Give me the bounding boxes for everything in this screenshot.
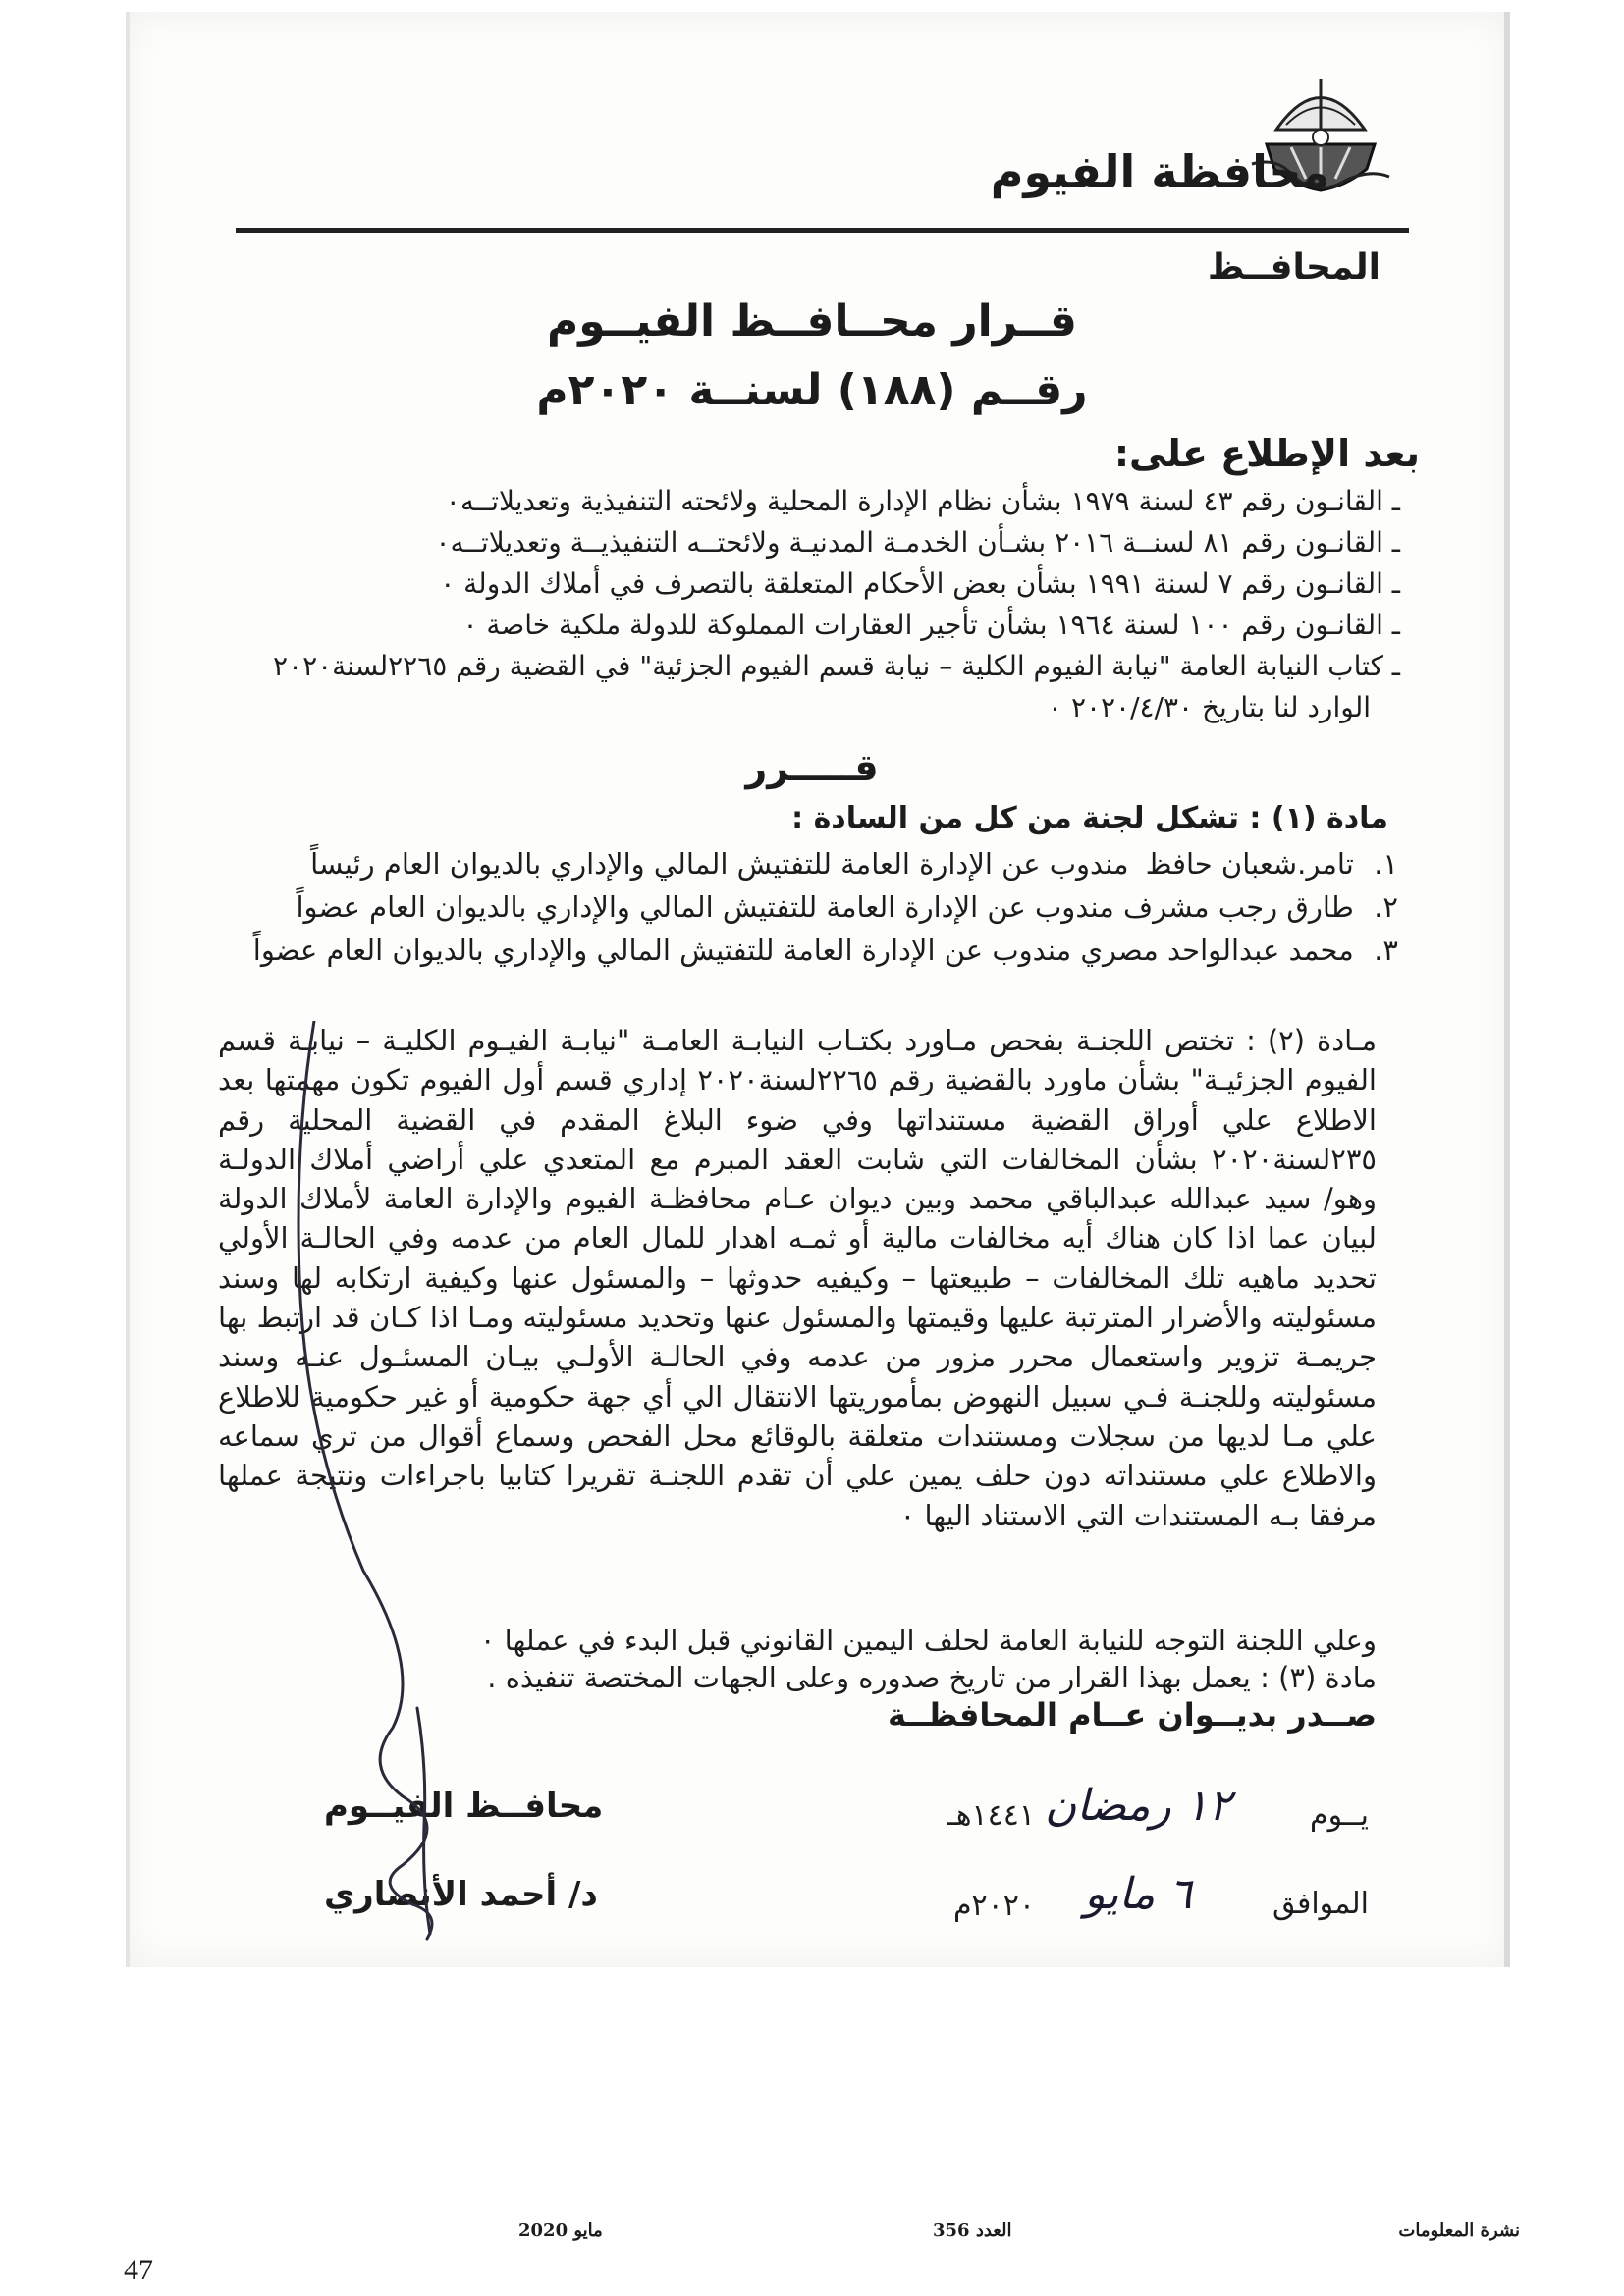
- committee-members: [220, 842, 1398, 972]
- decree-title: قــرار محــافــظ الفيــوم: [546, 296, 1077, 347]
- governorate-name: محافظة الفيوم: [990, 145, 1329, 198]
- member-name: طارق رجب مشرف: [1123, 890, 1354, 924]
- reference-item: ـ القانـون رقم ٤٣ لسنة ١٩٧٩ بشأن نظام الإدارة المحلية ولائحته التنفيذية وتعديلاتــه٠: [445, 485, 1400, 517]
- footer-bulletin: نشرة المعلومات: [1398, 2220, 1520, 2241]
- reference-item: ـ القانـون رقم ١٠٠ لسنة ١٩٦٤ بشأن تأجير العقارات المملوكة للدولة ملكية خاصة ٠: [462, 609, 1400, 641]
- hijri-date-handwritten: ١٢ رمضان: [1045, 1781, 1231, 1831]
- footer-issue: العدد 356: [933, 2220, 1012, 2241]
- member-number: ٣.: [1374, 934, 1398, 967]
- match-label: الموافق: [1272, 1887, 1369, 1921]
- oath-instruction: وعلي اللجنة التوجه للنيابة العامة لحلف اليمين القانوني قبل البدء في عملها ٠: [479, 1624, 1377, 1657]
- preamble-lead: بعد الإطلاع على:: [1113, 432, 1420, 475]
- member-number: ١.: [1374, 847, 1398, 881]
- member-row: [220, 885, 1398, 929]
- handwritten-signature: [255, 1021, 491, 1944]
- header-divider: [236, 228, 1409, 233]
- member-row: [220, 929, 1398, 972]
- reference-continuation: الوارد لنا بتاريخ ٢٠٢٠/٤/٣٠ ٠: [1047, 691, 1371, 723]
- footer-month: مايو 2020: [518, 2220, 603, 2241]
- decides-heading: قـــــرر: [745, 746, 879, 789]
- hijri-year: ١٤٤١هـ: [947, 1798, 1035, 1833]
- reference-item: ـ القانـون رقم ٨١ لسنــة ٢٠١٦ بشـأن الخدمـة المدنيـة ولائحتــه التنفيذيــة وتعديلاتــه٠: [435, 526, 1400, 559]
- article-3: مادة (٣) : يعمل بهذا القرار من تاريخ صدوره وعلى الجهات المختصة تنفيذه .: [487, 1661, 1377, 1694]
- decree-number: رقــم (١٨٨) لسنــة ٢٠٢٠م: [536, 365, 1088, 415]
- gregorian-date-handwritten: ٦ مايو: [1084, 1869, 1192, 1919]
- article-2-body: مـادة (٢) : تختص اللجنـة بفحص مـاورد بكتـاب النيابـة العامـة "نيابـة الفيـوم الكليـة – نيابـة قسم الفيوم الجزئيـة" بشأن ماورد بالقضية رقم ٢٢٦٥لسنة٢٠٢٠ إداري قسم أول الفيوم تكون مهمتها بعد الاطلاع علي أوراق القضية مستنداتها وفي ضوء البلاغ المقدم في القضية المحلية رقم ٢٣٥لسنة٢٠٢٠ بشأن المخالفات التي شابت العقد المبرم مع المتعدي علي أراضي أملاك الدولـة وهو/ سيد عبدالله عبدالباقي محمد وبين ديوان عـام محافظـة الفيوم والإدارة العامة لأملاك الدولة لبيان عما اذا كان هناك أيه مخالفات مالية أو ثمـه اهدار للمال العام من عدمه وفي الحالـة الأولي تحديد ماهيه تلك المخالفات – طبيعتها – وكيفيه حدوثها – والمسئول عنها وكيفية ارتكابه لها وسند مسئوليته والأضرار المترتبة عليها وقيمتها والمسئول عنها وتحديد مسئوليته ومـا اذا كـان قد ارتبط بها جريمـة تزوير واستعمال محرر مزور من عدمه وفي الحالـة الأولـي بيـان المسئـول عنـه وسند مسئوليته وللجنـة فـي سبيل النهوض بمأموريتها الانتقال الي أي جهة حكومية أو غير حكومية للاطلاع علي مـا لديها من سجلات ومستندات متعلقة بالوقائع محل الفحص وسماع أقوال من تري سماعه والاطلاع علي مستنداته دون حلف يمين علي أن تقدم اللجنـة تقريرا كتابيا باجراءات ونتيجة عملها مرفقا بـه المستندات التي الاستناد اليها ٠: [218, 1024, 1377, 1532]
- member-name: محمد عبدالواحد مصري: [1080, 934, 1354, 967]
- reference-item: ـ كتاب النيابة العامة "نيابة الفيوم الكلية – نيابة قسم الفيوم الجزئية" في القضية رقم ٢٢٦٥لسنة٢٠٢٠: [272, 650, 1400, 682]
- member-number: ٢.: [1374, 890, 1398, 924]
- signatory-title: محافــظ الفيــوم: [324, 1787, 604, 1826]
- reference-list: [222, 481, 1400, 728]
- member-row: [220, 842, 1398, 885]
- day-label: يــوم: [1310, 1798, 1369, 1833]
- member-name: تامر.شعبان حافظ: [1145, 847, 1354, 881]
- office-title: المحافــظ: [1207, 247, 1380, 288]
- signatory-name: د/ أحمد الأنصاري: [324, 1875, 598, 1914]
- gregorian-year: ٢٠٢٠م: [952, 1889, 1035, 1923]
- issued-at: صــدر بديــوان عــام المحافظــة: [888, 1696, 1377, 1734]
- member-role: مندوب عن الإدارة العامة للتفتيش المالي والإداري بالديوان العام رئيساً: [310, 847, 1129, 881]
- reference-item: ـ القانـون رقم ٧ لسنة ١٩٩١ بشأن بعض الأحكام المتعلقة بالتصرف في أملاك الدولة ٠: [440, 567, 1400, 600]
- member-role: مندوب عن الإدارة العامة للتفتيش المالي والإداري بالديوان العام عضواً: [252, 934, 1072, 967]
- article-1-title: مادة (١) : تشكل لجنة من كل من السادة :: [791, 801, 1388, 835]
- page-number: 47: [124, 2254, 153, 2286]
- member-role: مندوب عن الإدارة العامة للتفتيش المالي والإداري بالديوان العام عضواً: [296, 890, 1114, 924]
